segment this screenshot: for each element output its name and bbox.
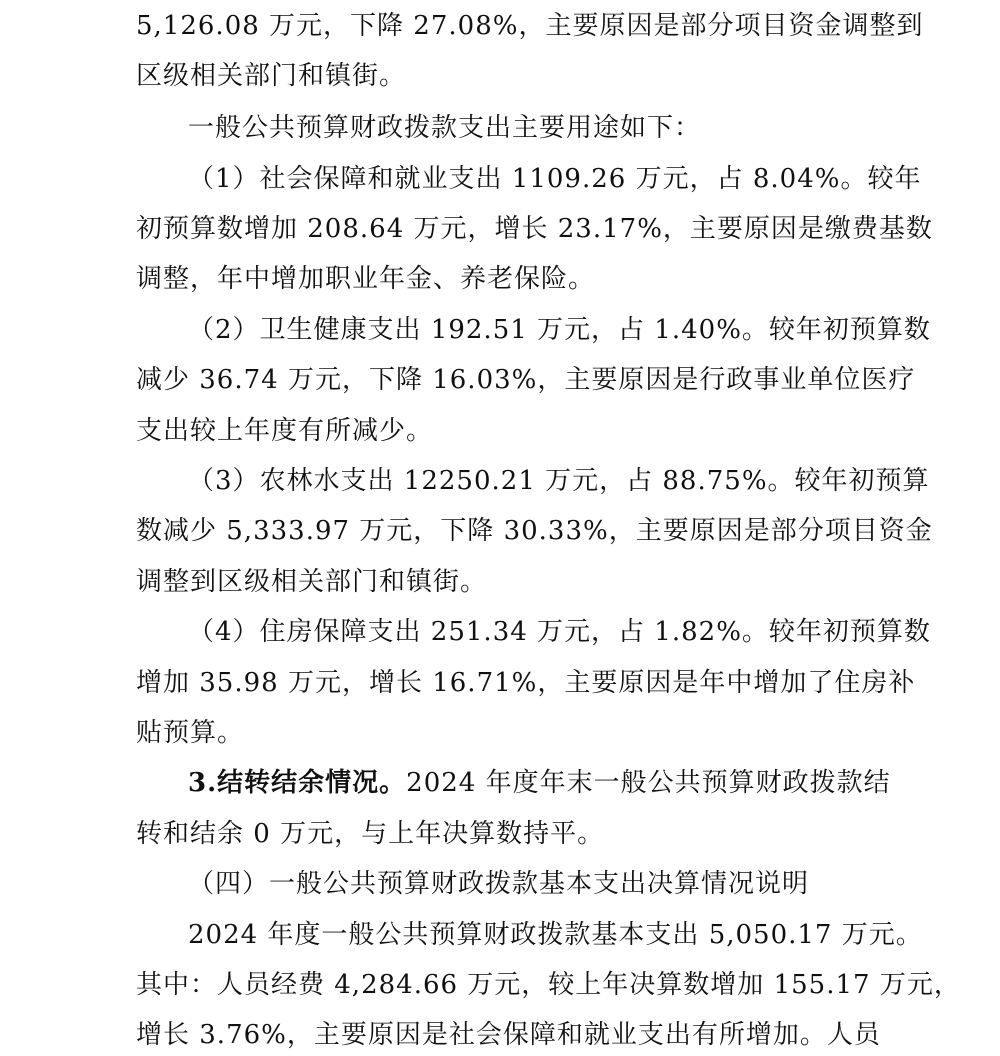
text-line: 支出较上年度有所减少。: [136, 416, 434, 446]
text-line: 2024 年度一般公共预算财政拨款基本支出 5,050.17 万元。: [188, 920, 923, 950]
text-line: 其中：人员经费 4,284.66 万元，较上年决算数增加 155.17 万元，: [136, 970, 961, 1000]
section-text: 2024 年度年末一般公共预算财政拨款结: [406, 768, 891, 798]
text-line: 贴预算。: [136, 718, 245, 748]
text-line: （2）卫生健康支出 192.51 万元，占 1.40%。较年初预算数: [188, 315, 931, 345]
text-line: 增加 35.98 万元，增长 16.71%，主要原因是年中增加了住房补: [136, 668, 916, 698]
text-line: 5,126.08 万元，下降 27.08%，主要原因是部分项目资金调整到: [136, 11, 924, 41]
text-line: （1）社会保障和就业支出 1109.26 万元，占 8.04%。较年: [188, 164, 922, 194]
text-line: 调整，年中增加职业年金、养老保险。: [136, 264, 596, 294]
section-heading: 3.结转结余情况。: [188, 768, 407, 798]
text-line: 初预算数增加 208.64 万元，增长 23.17%，主要原因是缴费基数: [136, 214, 933, 244]
text-line: 调整到区级相关部门和镇街。: [136, 567, 488, 597]
text-line: 数减少 5,333.97 万元，下降 30.33%，主要原因是部分项目资金: [136, 516, 933, 546]
section-title: （四）一般公共预算财政拨款基本支出决算情况说明: [188, 869, 810, 899]
text-line: （3）农林水支出 12250.21 万元，占 88.75%。较年初预算: [188, 466, 930, 496]
text-line: 减少 36.74 万元，下降 16.03%，主要原因是行政事业单位医疗: [136, 365, 916, 395]
text-line: [188, 766, 891, 800]
text-line: 区级相关部门和镇街。: [136, 61, 407, 91]
text-line: 转和结余 0 万元，与上年决算数持平。: [136, 819, 605, 849]
text-line: （4）住房保障支出 251.34 万元，占 1.82%。较年初预算数: [188, 617, 931, 647]
text-line: 增长 3.76%，主要原因是社会保障和就业支出有所增加。人员: [136, 1020, 881, 1050]
text-line: 一般公共预算财政拨款支出主要用途如下：: [188, 113, 702, 143]
